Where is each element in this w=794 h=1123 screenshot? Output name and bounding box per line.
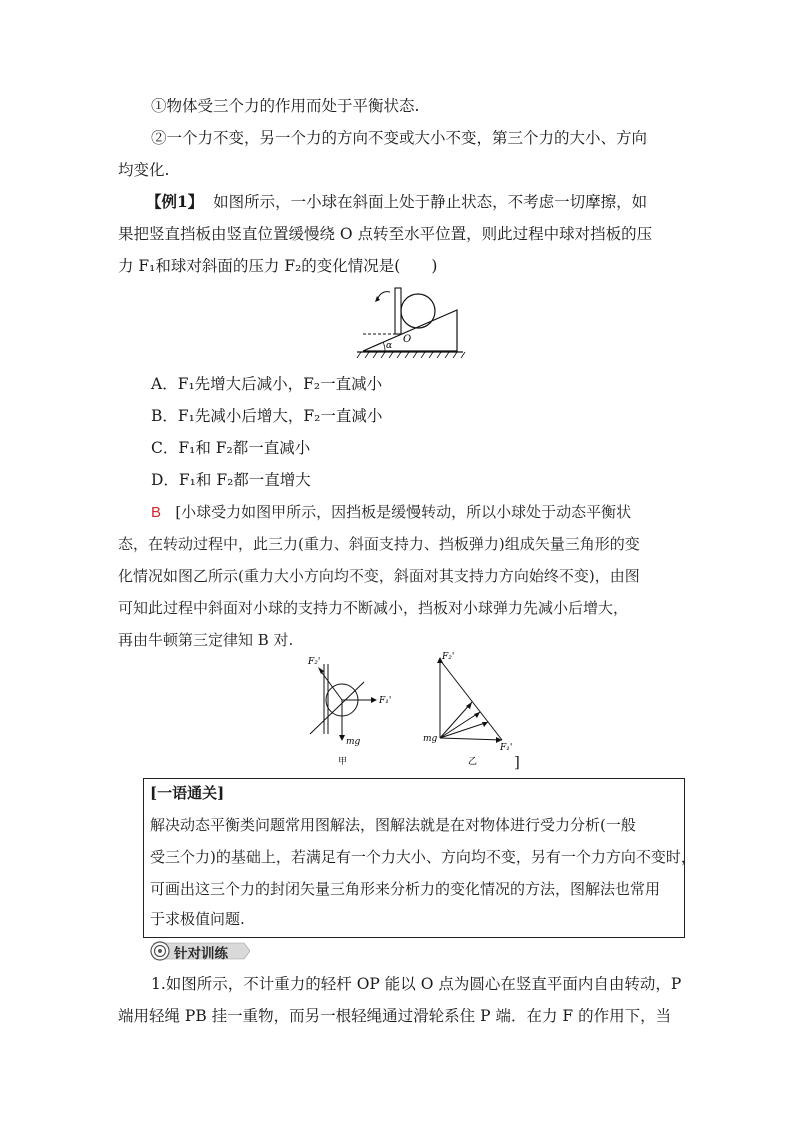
- summary-line-4: 于求极值问题.: [150, 910, 245, 928]
- training-badge: [148, 940, 250, 962]
- answer-text-1: [小球受力如图甲所示，因挡板是缓慢转动，所以小球处于动态平衡状: [175, 503, 632, 521]
- option-a: A．F₁先增大后减小，F₂一直减小: [151, 375, 383, 393]
- angle-label: α: [386, 341, 393, 351]
- intro-line-2: ②一个力不变，另一个力的方向不变或大小不变，第三个力的大小、方向: [151, 129, 648, 147]
- summary-line-1: 解决动态平衡类问题常用图解法，图解法就是在对物体进行受力分析(一般: [150, 816, 636, 834]
- example-text-1: 如图所示，一小球在斜面上处于静止状态，不考虑一切摩擦，如: [213, 193, 648, 211]
- training-badge-label: 针对训练: [174, 946, 228, 962]
- option-c: C．F₁和 F₂都一直减小: [151, 439, 311, 457]
- jia-f2-label: F₂': [308, 657, 321, 667]
- summary-line-2: 受三个力)的基础上，若满足有一个力大小、方向均不变，另有一个力方向不变时，: [150, 848, 696, 866]
- example-question-line-2: 果把竖直挡板由竖直位置缓慢绕 O 点转至水平位置，则此过程中球对挡板的压: [118, 225, 653, 243]
- summary-title: [一语通关]: [150, 784, 225, 802]
- yi-caption: 乙: [468, 757, 478, 767]
- jia-mg-label: mg: [346, 737, 361, 747]
- jia-f1-label: F₁': [379, 696, 392, 706]
- yi-mg-label: mg: [423, 734, 438, 744]
- jia-caption: 甲: [338, 757, 348, 767]
- answer-line-1: [151, 502, 631, 523]
- option-d: D．F₁和 F₂都一直增大: [151, 471, 311, 489]
- answer-close-bracket: ]: [514, 753, 520, 771]
- summary-box: [143, 778, 696, 938]
- pivot-label: O: [403, 334, 412, 345]
- answer-line-3: 化情况如图乙所示(重力大小方向均不变，斜面对其支持力方向始终不变)，由图: [118, 567, 640, 585]
- force-diagram-jia: [300, 652, 410, 770]
- yi-f2-label: F₂': [442, 652, 455, 662]
- answer-line-5: 再由牛顿第三定律知 B 对.: [118, 631, 294, 649]
- answer-line-2: 态，在转动过程中，此三力(重力、斜面支持力、挡板弹力)组成矢量三角形的变: [118, 535, 640, 553]
- incline-figure: [355, 284, 467, 362]
- training-line-1: 1.如图所示，不计重力的轻杆 OP 能以 O 点为圆心在竖直平面内自由转动，P: [151, 975, 682, 993]
- yi-f1-label: F₁': [500, 743, 513, 753]
- option-b: B．F₁先减小后增大，F₂一直减小: [151, 407, 383, 425]
- example-question-line-1: [146, 192, 647, 212]
- intro-line-3: 均变化.: [118, 161, 170, 179]
- example-question-line-3: 力 F₁和球对斜面的压力 F₂的变化情况是( ): [118, 257, 438, 275]
- answer-line-4: 可知此过程中斜面对小球的支持力不断减小，挡板对小球弹力先减小后增大，: [118, 599, 629, 617]
- intro-line-1: ①物体受三个力的作用而处于平衡状态.: [151, 97, 420, 115]
- summary-line-3: 可画出这三个力的封闭矢量三角形来分析力的变化情况的方法，图解法也常用: [150, 880, 661, 898]
- example-tag: 【例1】: [146, 192, 204, 211]
- training-line-2: 端用轻绳 PB 挂一重物，而另一根轻绳通过滑轮系住 P 端．在力 F 的作用下，当: [118, 1007, 672, 1025]
- answer-letter: B: [151, 504, 162, 521]
